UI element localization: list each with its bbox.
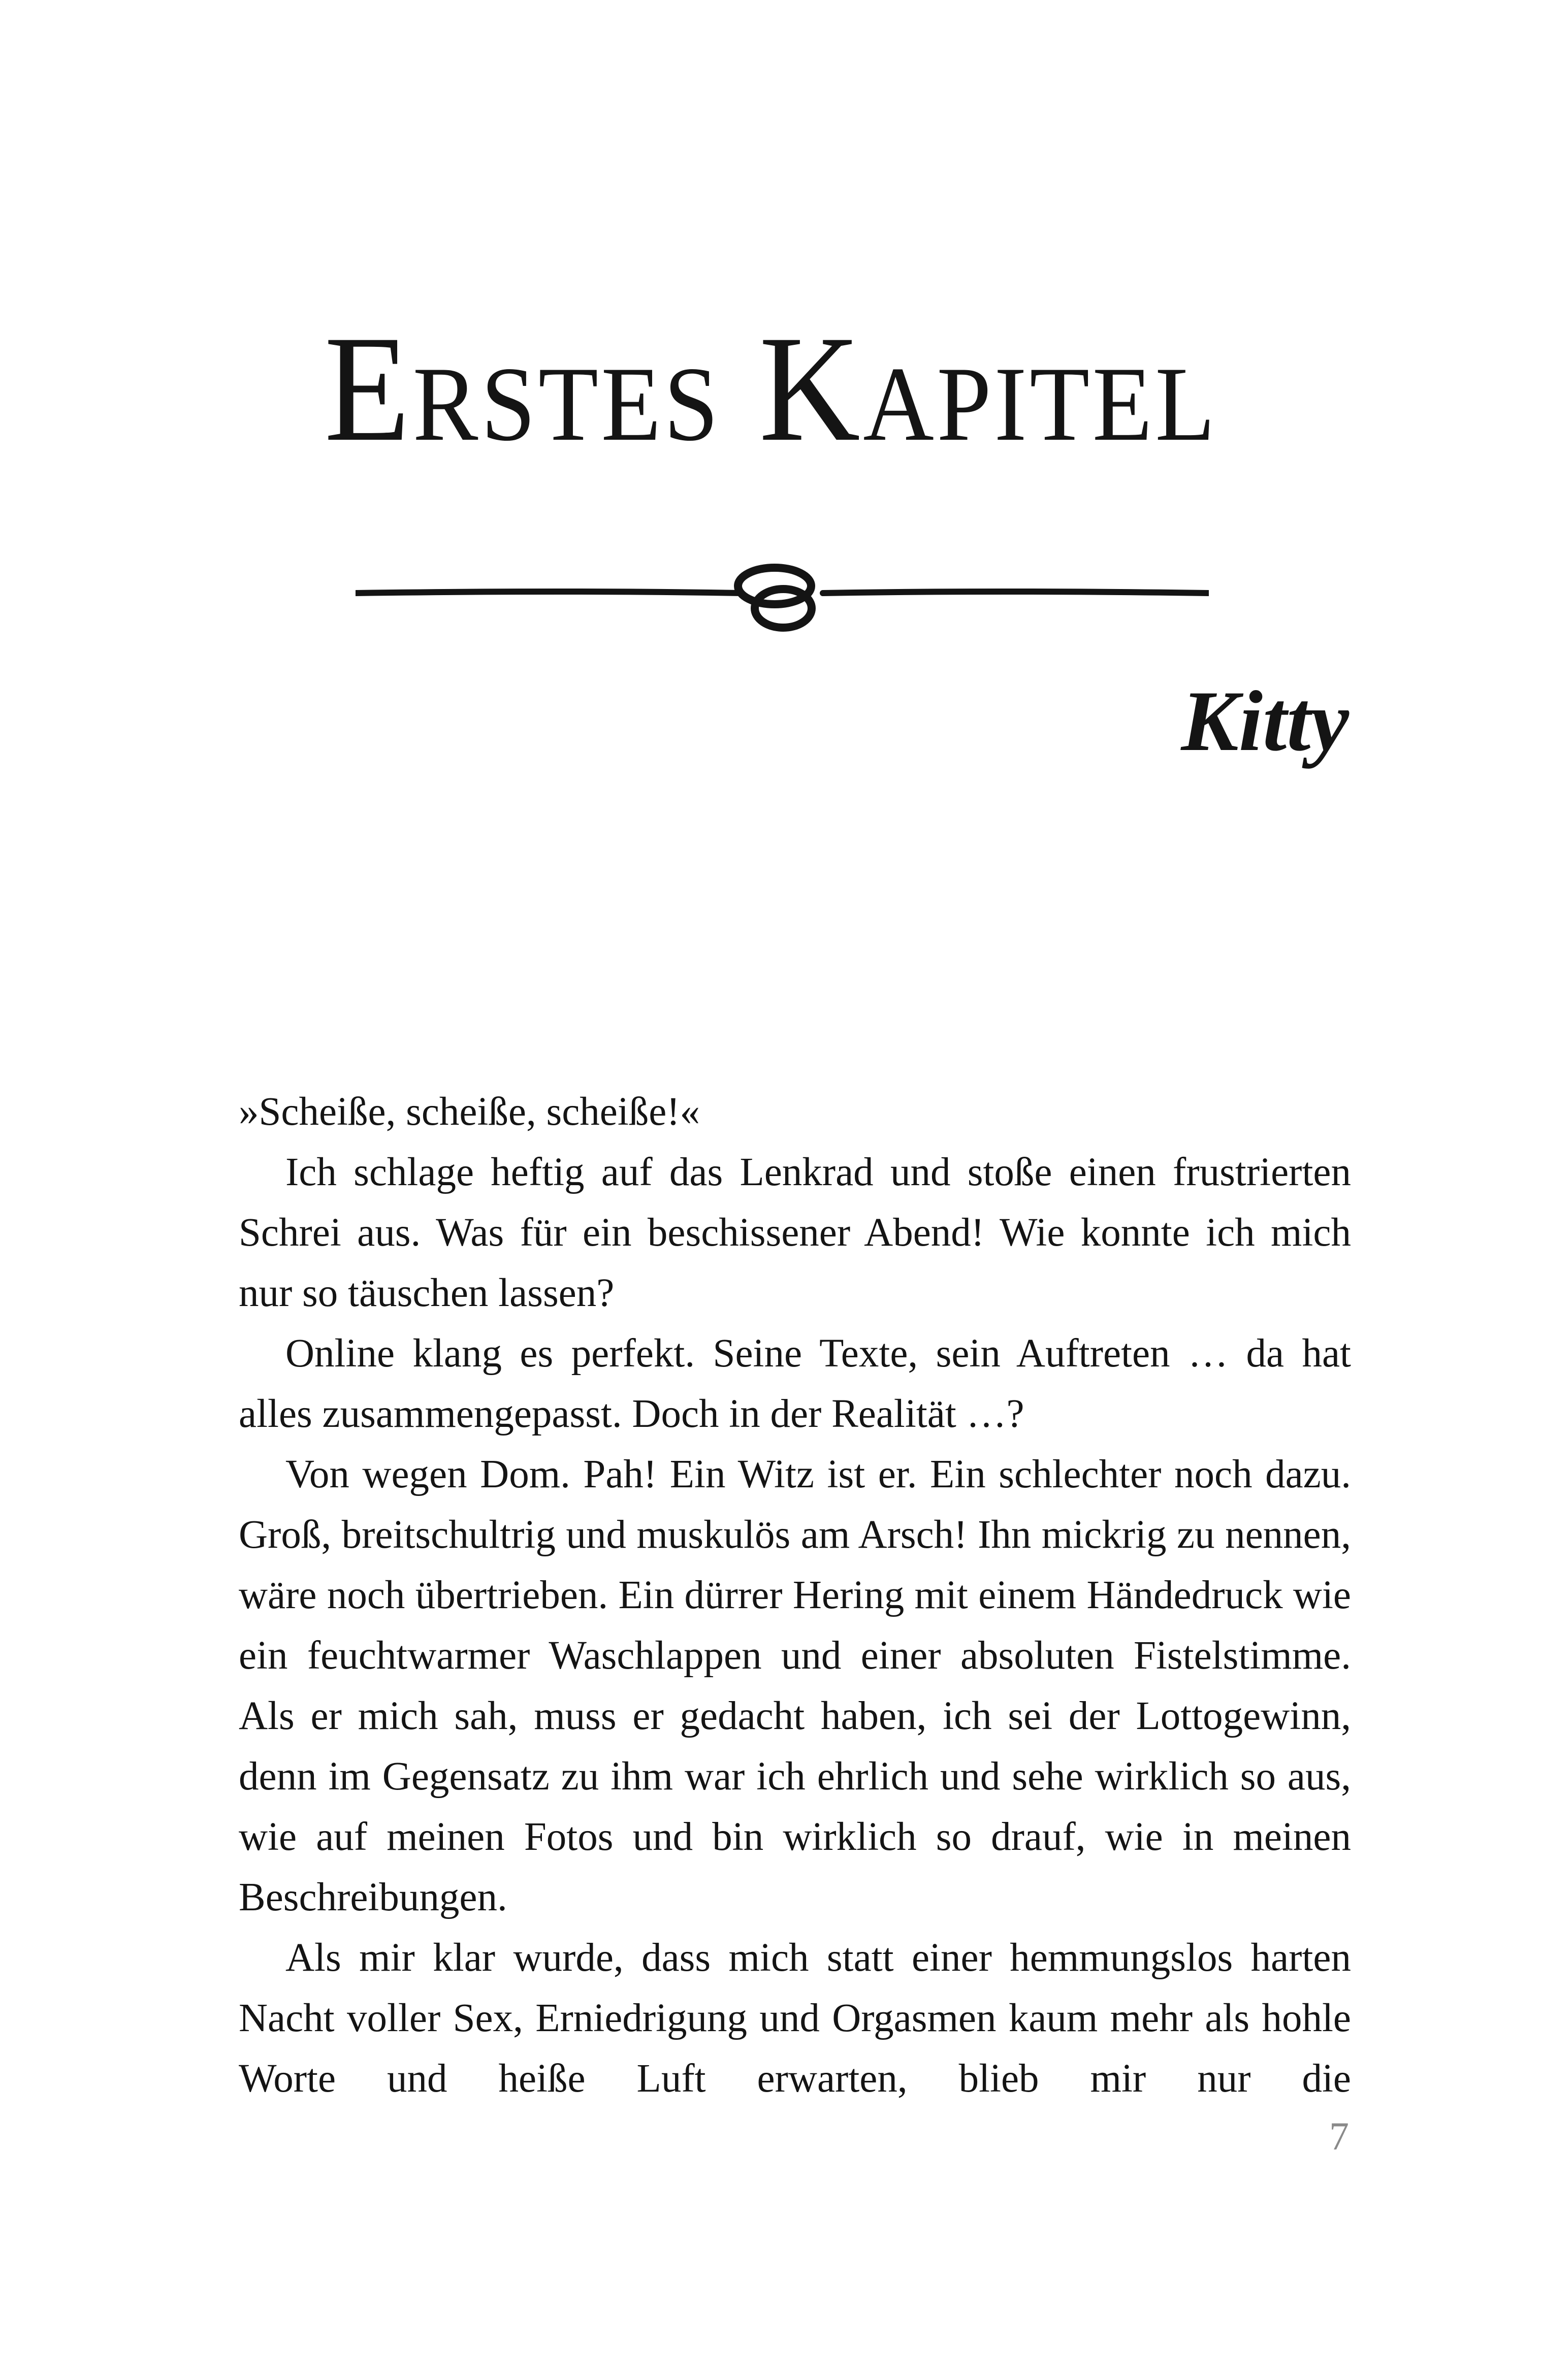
paragraph: Ich schlage heftig auf das Lenkrad und stoße einen frustrierten Schrei aus. Was für ein beschissener Abend! Wie konnte ich mich nur so täuschen lassen?: [239, 1150, 1351, 1315]
interlocking-rings-divider-icon: [356, 552, 1209, 634]
chapter-title-text: Erstes Kapitel: [324, 304, 1218, 473]
paragraph: Von wegen Dom. Pah! Ein Witz ist er. Ein schlechter noch dazu. Groß, breitschultrig und muskulös am Arsch! Ihn mickrig zu nennen, wäre noch übertrieben. Ein dürrer Hering mit einem Händedruck wie ein feuchtwarmer Waschlappen und einer absoluten Fistelstimme. Als er mich sah, muss er gedacht haben, ich sei der Lottogewinn, denn im Gegensatz zu ihm war ich ehrlich und sehe wirklich so aus, wie auf meinen Fotos und bin wirklich so drauf, wie in meinen Beschreibungen.: [239, 1452, 1351, 1919]
page-number: 7: [1329, 2114, 1349, 2158]
paragraph: Als mir klar wurde, dass mich statt einer hemmungslos harten Nacht voller Sex, Erniedrigung und Orgasmen kaum mehr als hohle Worte und heiße Luft erwarten, blieb mir nur die: [239, 1936, 1351, 2101]
chapter-pov-name: Kitty: [1181, 673, 1349, 769]
paragraph: Online klang es perfekt. Seine Texte, sein Auftreten … da hat alles zusammengepasst. Doch in der Realität …?: [239, 1331, 1351, 1436]
paragraph: »Scheiße, scheiße, scheiße!«: [239, 1090, 700, 1134]
chapter-body: [239, 1082, 1351, 2109]
chapter-title: [0, 305, 1542, 472]
